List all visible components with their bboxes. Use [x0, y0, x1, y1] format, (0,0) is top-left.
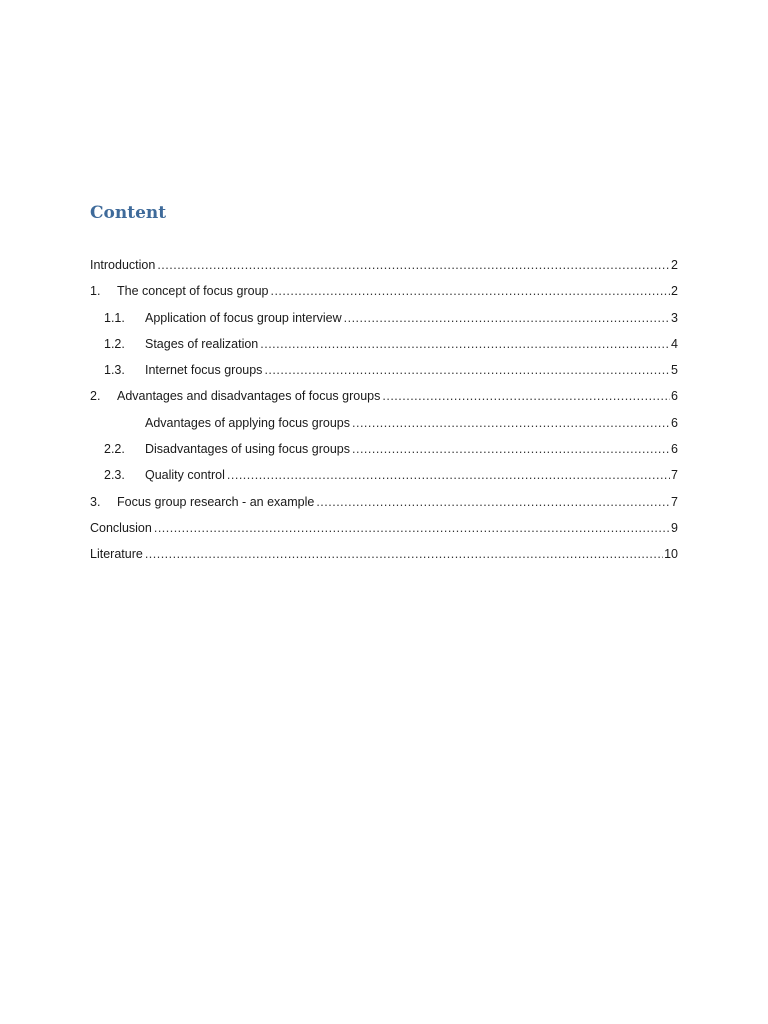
- toc-entry[interactable]: [90, 462, 678, 488]
- toc-entry-title: Literature: [90, 547, 143, 562]
- toc-entry[interactable]: [90, 357, 678, 383]
- toc-entry-page: 7: [671, 468, 678, 483]
- toc-dot-leader: [382, 383, 670, 409]
- toc-entry-title: Advantages and disadvantages of focus groups: [117, 389, 381, 404]
- toc-dot-leader: [260, 331, 670, 357]
- toc-entry-number: 2.2.: [104, 442, 125, 457]
- toc-entry-title: Stages of realization: [145, 336, 259, 351]
- toc-entry-title: Advantages of applying focus groups: [145, 415, 350, 430]
- toc-entry-number: 3.: [90, 494, 101, 509]
- toc-dot-leader: [316, 489, 670, 515]
- toc-entry-page: 5: [671, 363, 678, 378]
- toc-entry[interactable]: [90, 278, 678, 304]
- table-of-contents: [90, 252, 678, 568]
- toc-entry-number: 1.2.: [104, 336, 125, 351]
- toc-entry-page: 7: [671, 494, 678, 509]
- toc-entry-number: 1.1.: [104, 310, 125, 325]
- toc-entry-number: 1.3.: [104, 363, 125, 378]
- toc-entry[interactable]: [90, 541, 678, 567]
- toc-entry-number: 2.: [90, 389, 101, 404]
- toc-dot-leader: [145, 541, 663, 567]
- toc-entry[interactable]: [90, 383, 678, 409]
- toc-entry-page: 6: [671, 442, 678, 457]
- toc-entry[interactable]: [90, 489, 678, 515]
- toc-entry-number: 1.: [90, 284, 101, 299]
- toc-entry-title: Application of focus group interview: [145, 310, 342, 325]
- toc-dot-leader: [154, 515, 670, 541]
- toc-entry-page: 6: [671, 389, 678, 404]
- toc-entry[interactable]: [90, 252, 678, 278]
- toc-entry[interactable]: [90, 331, 678, 357]
- toc-entry-title: Quality control: [145, 468, 225, 483]
- toc-entry-page: 6: [671, 415, 678, 430]
- toc-dot-leader: [352, 436, 670, 462]
- toc-entry[interactable]: [90, 305, 678, 331]
- toc-heading: Content: [90, 203, 167, 223]
- toc-entry-title: Internet focus groups: [145, 363, 263, 378]
- toc-dot-leader: [352, 410, 670, 436]
- toc-dot-leader: [264, 357, 670, 383]
- toc-entry-title: Disadvantages of using focus groups: [145, 442, 350, 457]
- toc-dot-leader: [344, 305, 670, 331]
- toc-dot-leader: [157, 252, 670, 278]
- toc-entry-page: 4: [671, 336, 678, 351]
- toc-entry-page: 2: [671, 258, 678, 272]
- toc-entry-title: Focus group research - an example: [117, 494, 315, 509]
- toc-entry[interactable]: [90, 436, 678, 462]
- toc-entry[interactable]: [90, 515, 678, 541]
- toc-dot-leader: [227, 462, 670, 488]
- toc-dot-leader: [270, 278, 670, 304]
- toc-entry-page: 10: [664, 547, 678, 562]
- toc-entry-title: The concept of focus group: [117, 284, 269, 299]
- toc-entry-page: 2: [671, 284, 678, 299]
- toc-entry-page: 3: [671, 310, 678, 325]
- toc-entry-title: Conclusion: [90, 520, 152, 535]
- toc-entry-number: 2.3.: [104, 468, 125, 483]
- toc-entry[interactable]: [90, 410, 678, 436]
- toc-entry-title: Introduction: [90, 258, 156, 272]
- toc-entry-page: 9: [671, 520, 678, 535]
